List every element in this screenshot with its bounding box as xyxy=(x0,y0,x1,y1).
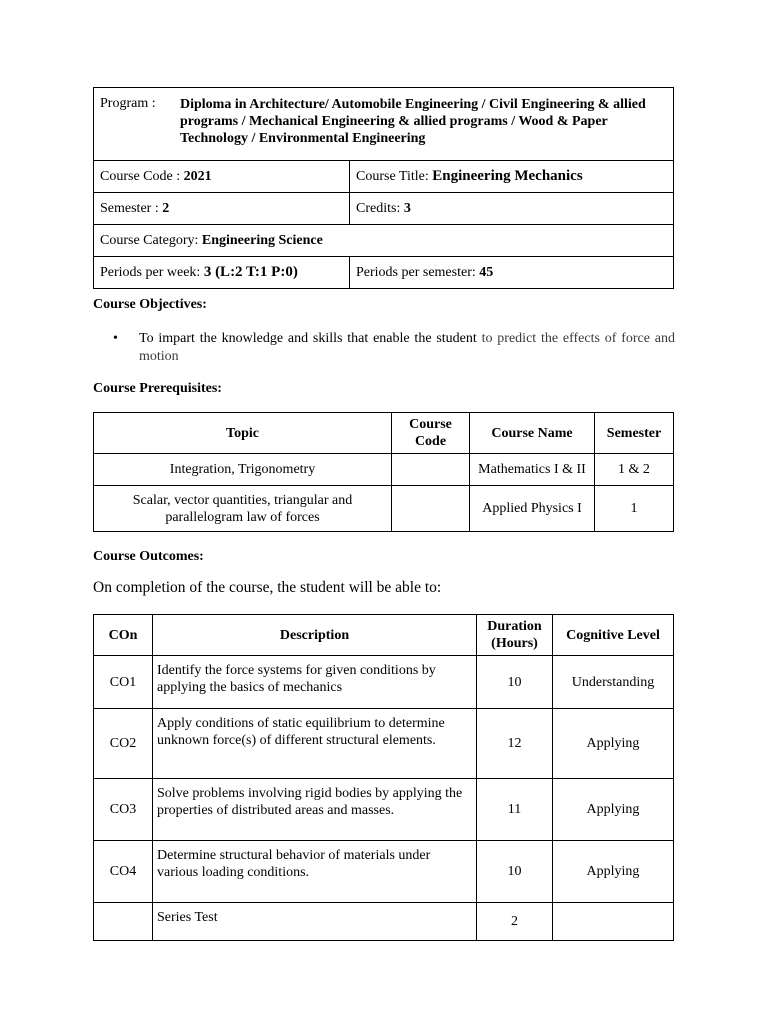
table-row xyxy=(94,486,674,532)
co-id: CO2 xyxy=(94,709,153,779)
co-level xyxy=(553,903,674,941)
semester-label: Semester : xyxy=(100,200,163,216)
category-value: Engineering Science xyxy=(201,232,323,248)
category-row xyxy=(94,225,674,257)
table-row xyxy=(94,841,674,903)
co-duration: 11 xyxy=(477,779,553,841)
list-item xyxy=(113,330,675,366)
co-duration: 12 xyxy=(477,709,553,779)
program-cell xyxy=(94,88,674,161)
program-value: Diploma in Architecture/ Automobile Engineering / Civil Engineering & allied programs / Mechanical Engineering & allied programs / Wood & Paper Technology / Environmental Engineering xyxy=(180,97,646,146)
course-info-table xyxy=(93,87,674,289)
category-label: Course Category: xyxy=(100,232,202,248)
bullet-icon: • xyxy=(113,331,118,346)
periods-week-value: 3 (L:2 T:1 P:0) xyxy=(203,264,298,280)
periods-row xyxy=(94,257,674,289)
co-id: CO3 xyxy=(94,779,153,841)
prereq-code xyxy=(392,486,470,532)
header-course-code: Course Code xyxy=(392,413,470,454)
header-con: COn xyxy=(94,615,153,656)
objectives-title: Course Objectives: xyxy=(93,297,207,312)
prereq-semester: 1 xyxy=(595,486,674,532)
outcomes-title: Course Outcomes: xyxy=(93,549,204,564)
objective-text-part1: To impart the knowledge and skills that enable the student xyxy=(139,331,482,346)
category-cell xyxy=(94,225,674,257)
course-code-cell xyxy=(94,161,350,193)
prereq-semester: 1 & 2 xyxy=(595,454,674,486)
outcomes-intro: On completion of the course, the student will be able to: xyxy=(93,579,442,596)
objective-text xyxy=(139,330,675,366)
semester-value: 2 xyxy=(162,200,170,216)
header-semester: Semester xyxy=(595,413,674,454)
outcomes-table xyxy=(93,614,674,941)
co-id: CO4 xyxy=(94,841,153,903)
table-row xyxy=(94,903,674,941)
periods-semester-cell xyxy=(350,257,674,289)
course-title-cell xyxy=(350,161,674,193)
co-level: Understanding xyxy=(553,656,674,709)
course-title-value: Engineering Mechanics xyxy=(432,168,583,184)
program-label: Program : xyxy=(100,96,156,111)
co-duration: 2 xyxy=(477,903,553,941)
co-level: Applying xyxy=(553,841,674,903)
periods-week-cell xyxy=(94,257,350,289)
prereq-topic: Integration, Trigonometry xyxy=(94,454,392,486)
credits-cell xyxy=(350,193,674,225)
code-title-row xyxy=(94,161,674,193)
co-duration: 10 xyxy=(477,841,553,903)
objectives-list xyxy=(113,330,675,366)
header-description: Description xyxy=(153,615,477,656)
co-id: CO1 xyxy=(94,656,153,709)
header-cognitive-level: Cognitive Level xyxy=(553,615,674,656)
co-description: Series Test xyxy=(153,903,477,941)
periods-semester-label: Periods per semester: xyxy=(356,264,480,280)
periods-semester-value: 45 xyxy=(479,264,494,280)
table-row xyxy=(94,656,674,709)
co-id xyxy=(94,903,153,941)
credits-value: 3 xyxy=(403,200,411,216)
table-row xyxy=(94,454,674,486)
prereq-code xyxy=(392,454,470,486)
co-description: Apply conditions of static equilibrium to determine unknown force(s) of different structural elements. xyxy=(153,709,477,779)
periods-week-label: Periods per week: xyxy=(100,265,204,280)
header-topic: Topic xyxy=(94,413,392,454)
program-row xyxy=(94,88,674,161)
co-duration: 10 xyxy=(477,656,553,709)
prereq-name: Mathematics I & II xyxy=(470,454,595,486)
co-description: Solve problems involving rigid bodies by applying the properties of distributed areas and masses. xyxy=(153,779,477,841)
course-code-label: Course Code : xyxy=(100,168,184,184)
header-course-name: Course Name xyxy=(470,413,595,454)
table-header-row xyxy=(94,615,674,656)
prerequisites-title: Course Prerequisites: xyxy=(93,381,222,396)
header-duration: Duration (Hours) xyxy=(477,615,553,656)
objective-text-part2: to predict the effects of force and motion xyxy=(139,331,676,364)
co-description: Identify the force systems for given conditions by applying the basics of mechanics xyxy=(153,656,477,709)
prereq-topic: Scalar, vector quantities, triangular and parallelogram law of forces xyxy=(94,486,392,532)
table-header-row xyxy=(94,413,674,454)
table-row xyxy=(94,779,674,841)
co-description: Determine structural behavior of materials under various loading conditions. xyxy=(153,841,477,903)
prerequisites-table xyxy=(93,412,674,532)
semester-cell xyxy=(94,193,350,225)
table-row xyxy=(94,709,674,779)
prereq-name: Applied Physics I xyxy=(470,486,595,532)
co-level: Applying xyxy=(553,709,674,779)
course-title-label: Course Title: xyxy=(356,169,433,184)
semester-credits-row xyxy=(94,193,674,225)
co-level: Applying xyxy=(553,779,674,841)
course-code-value: 2021 xyxy=(183,168,212,184)
credits-label: Credits: xyxy=(356,200,404,216)
